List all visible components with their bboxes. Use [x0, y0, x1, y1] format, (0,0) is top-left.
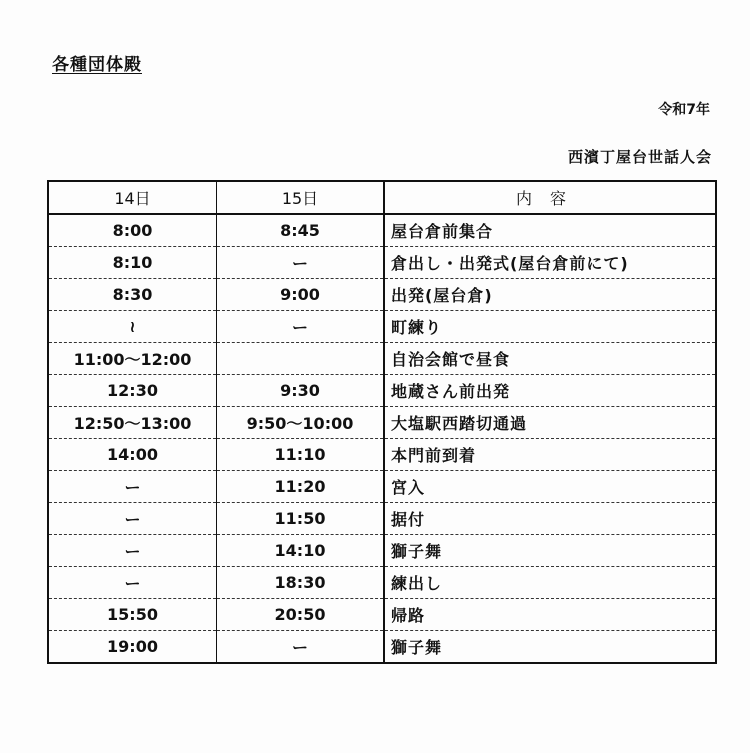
cell-content: 自治会館で昼食	[384, 343, 716, 375]
cell-day14: 19:00	[48, 631, 217, 664]
cell-day15: 9:30	[217, 375, 385, 407]
cell-day14: 8:10	[48, 247, 217, 279]
cell-content: 本門前到着	[384, 439, 716, 471]
cell-content: 帰路	[384, 599, 716, 631]
cell-day14: 12:30	[48, 375, 217, 407]
table-row	[48, 535, 716, 567]
cell-day14: 8:00	[48, 214, 217, 247]
table-row	[48, 439, 716, 471]
cell-day15: 20:50	[217, 599, 385, 631]
table-row	[48, 471, 716, 503]
cell-day14: 8:30	[48, 279, 217, 311]
header-content: 内容	[384, 181, 716, 214]
cell-day15: 11:10	[217, 439, 385, 471]
cell-day15: 11:20	[217, 471, 385, 503]
cell-day15: 9:50〜10:00	[217, 407, 385, 439]
cell-day14: ー	[48, 471, 217, 503]
cell-day14: 14:00	[48, 439, 217, 471]
cell-day15: 8:45	[217, 214, 385, 247]
cell-content: 獅子舞	[391, 638, 443, 657]
cell-content: 屋台倉前集合	[384, 214, 716, 247]
document-title: 各種団体殿	[52, 55, 142, 75]
cell-day15: ー	[217, 311, 385, 343]
header-day14: 14日	[48, 181, 217, 214]
cell-day14: ー	[48, 567, 217, 599]
cell-day15: 9:00	[217, 279, 385, 311]
cell-day15: ー	[217, 631, 385, 664]
cell-content: 大塩駅西踏切通過	[384, 407, 716, 439]
table-row	[48, 503, 716, 535]
cell-day14: ー	[48, 503, 217, 535]
cell-content: 練出し	[384, 567, 716, 599]
cell-day15: 11:50	[217, 503, 385, 535]
table-row	[48, 247, 716, 279]
table-header-row	[48, 181, 716, 214]
cell-day14: 11:00〜12:00	[48, 343, 217, 375]
cell-day14: ≀	[48, 311, 217, 343]
schedule-table	[47, 180, 717, 664]
cell-content: 倉出し・出発式(屋台倉前にて)	[384, 247, 716, 279]
document-date: 令和7年	[658, 102, 710, 118]
cell-day15: ー	[217, 247, 385, 279]
table-row	[48, 214, 716, 247]
table-row	[48, 567, 716, 599]
cell-content: 獅子舞	[384, 535, 716, 567]
cell-day14: 12:50〜13:00	[48, 407, 217, 439]
table-row	[48, 279, 716, 311]
cell-content: 宮入	[384, 471, 716, 503]
organization-name: 西濱丁屋台世話人会	[567, 148, 712, 166]
header-day15: 15日	[217, 181, 385, 214]
table-row	[48, 407, 716, 439]
cell-content: 町練り	[384, 311, 716, 343]
cell-content: 据付	[384, 503, 716, 535]
table-row	[48, 631, 716, 664]
cell-day14: 15:50	[48, 599, 217, 631]
cell-day15	[217, 343, 385, 375]
cell-content: 出発(屋台倉)	[384, 279, 716, 311]
cell-content: 地蔵さん前出発	[384, 375, 716, 407]
cell-day15: 14:10	[217, 535, 385, 567]
table-row	[48, 343, 716, 375]
cell-day14: ー	[48, 535, 217, 567]
table-row	[48, 311, 716, 343]
table-row	[48, 375, 716, 407]
cell-day15: 18:30	[217, 567, 385, 599]
table-row	[48, 599, 716, 631]
